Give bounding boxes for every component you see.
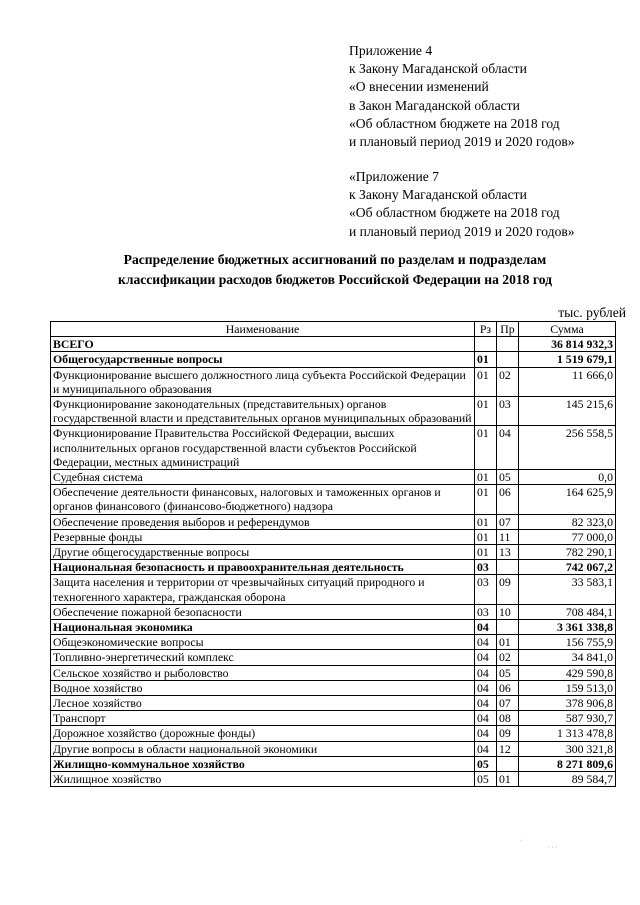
table-row — [51, 545, 616, 560]
cell-rz: 01 — [475, 352, 497, 367]
cell-name: Национальная безопасность и правоохранительная деятельность — [51, 560, 475, 575]
cell-name: Жилищно-коммунальное хозяйство — [51, 756, 475, 771]
cell-name: Резервные фонды — [51, 529, 475, 544]
cell-rz: 03 — [475, 604, 497, 619]
units-label: тыс. рублей — [558, 305, 626, 320]
cell-sum: 256 558,5 — [519, 426, 616, 470]
cell-pr — [497, 337, 519, 352]
cell-rz: 01 — [475, 529, 497, 544]
cell-sum: 1 519 679,1 — [519, 352, 616, 367]
appendix-line: «Об областном бюджете на 2018 год — [349, 115, 560, 131]
cell-rz: 05 — [475, 772, 497, 787]
table-row — [51, 741, 616, 756]
cell-rz: 04 — [475, 711, 497, 726]
cell-rz: 01 — [475, 470, 497, 485]
cell-sum: 34 841,0 — [519, 650, 616, 665]
cell-name: Топливно-энергетический комплекс — [51, 650, 475, 665]
appendix-line: Приложение 4 — [349, 43, 433, 58]
appendix-4-reference — [349, 42, 634, 151]
table-row — [51, 514, 616, 529]
cell-sum: 36 814 932,3 — [519, 337, 616, 352]
cell-rz: 01 — [475, 367, 497, 396]
header-name: Наименование — [51, 322, 475, 337]
budget-table — [50, 321, 616, 787]
cell-pr: 09 — [497, 575, 519, 604]
cell-rz: 04 — [475, 680, 497, 695]
cell-rz: 04 — [475, 741, 497, 756]
cell-name: ВСЕГО — [51, 337, 475, 352]
cell-pr: 05 — [497, 470, 519, 485]
table-section-row — [51, 352, 616, 367]
cell-pr: 04 — [497, 426, 519, 470]
table-section-row — [51, 337, 616, 352]
cell-name: Защита населения и территории от чрезвычайных ситуаций природного и техногенного характера, гражданская оборона — [51, 575, 475, 604]
table-row — [51, 696, 616, 711]
cell-name: Функционирование Правительства Российской Федерации, высших исполнительных органов государственной власти субъектов Российской Федерации, местных администраций — [51, 426, 475, 470]
cell-pr: 05 — [497, 665, 519, 680]
table-section-row — [51, 756, 616, 771]
cell-sum: 33 583,1 — [519, 575, 616, 604]
cell-rz: 01 — [475, 426, 497, 470]
cell-rz: 03 — [475, 575, 497, 604]
cell-name: Другие вопросы в области национальной экономики — [51, 741, 475, 756]
cell-sum: 3 361 338,8 — [519, 620, 616, 635]
header-rz: Рз — [475, 322, 497, 337]
cell-name: Обеспечение проведения выборов и референдумов — [51, 514, 475, 529]
cell-pr: 13 — [497, 545, 519, 560]
cell-name: Жилищное хозяйство — [51, 772, 475, 787]
cell-pr: 11 — [497, 529, 519, 544]
cell-sum: 782 290,1 — [519, 545, 616, 560]
cell-sum: 164 625,9 — [519, 485, 616, 514]
cell-rz: 03 — [475, 560, 497, 575]
table-row — [51, 650, 616, 665]
cell-pr: 06 — [497, 680, 519, 695]
cell-name: Транспорт — [51, 711, 475, 726]
cell-rz: 01 — [475, 514, 497, 529]
cell-sum: 82 323,0 — [519, 514, 616, 529]
appendix-7-reference — [349, 168, 634, 241]
title-line-1: Распределение бюджетных ассигнований по разделам и подразделам — [123, 252, 547, 267]
appendix7-line: и плановый период 2019 и 2020 годов» — [349, 223, 575, 239]
cell-pr: 12 — [497, 741, 519, 756]
scan-speck: · · · — [548, 845, 557, 851]
table-row — [51, 529, 616, 544]
cell-pr — [497, 756, 519, 771]
cell-name: Сельское хозяйство и рыболовство — [51, 665, 475, 680]
cell-pr: 07 — [497, 514, 519, 529]
appendix7-line: к Закону Магаданской области — [349, 187, 527, 203]
appendix-line: «О внесении изменений — [349, 79, 489, 95]
cell-sum: 1 313 478,8 — [519, 726, 616, 741]
cell-sum: 300 321,8 — [519, 741, 616, 756]
cell-rz: 04 — [475, 620, 497, 635]
cell-name: Лесное хозяйство — [51, 696, 475, 711]
cell-name: Другие общегосударственные вопросы — [51, 545, 475, 560]
title-line-2: классификации расходов бюджетов Российской Федерации на 2018 год — [117, 272, 552, 287]
appendix7-line: «Об областном бюджете на 2018 год — [349, 205, 560, 221]
cell-name: Общегосударственные вопросы — [51, 352, 475, 367]
document-title — [40, 250, 630, 290]
table-row — [51, 470, 616, 485]
cell-name: Общеэкономические вопросы — [51, 635, 475, 650]
table-row — [51, 726, 616, 741]
appendix-line: в Закон Магаданской области — [349, 97, 520, 113]
cell-sum: 708 484,1 — [519, 604, 616, 619]
table-row — [51, 772, 616, 787]
table-section-row — [51, 620, 616, 635]
cell-pr: 02 — [497, 650, 519, 665]
table-row — [51, 604, 616, 619]
cell-sum: 8 271 809,6 — [519, 756, 616, 771]
cell-pr — [497, 560, 519, 575]
appendix7-line: «Приложение 7 — [349, 169, 439, 184]
appendix-line: и плановый период 2019 и 2020 годов» — [349, 134, 575, 150]
cell-rz: 04 — [475, 650, 497, 665]
cell-rz: 04 — [475, 696, 497, 711]
cell-sum: 587 930,7 — [519, 711, 616, 726]
table-row — [51, 426, 616, 470]
cell-name: Национальная экономика — [51, 620, 475, 635]
cell-name: Водное хозяйство — [51, 680, 475, 695]
appendix-line: к Закону Магаданской области — [349, 61, 527, 77]
cell-pr: 07 — [497, 696, 519, 711]
table-row — [51, 711, 616, 726]
cell-name: Обеспечение деятельности финансовых, налоговых и таможенных органов и органов финансового (финансово-бюджетного) надзора — [51, 485, 475, 514]
header-pr: Пр — [497, 322, 519, 337]
cell-sum: 145 215,6 — [519, 397, 616, 426]
cell-name: Судебная система — [51, 470, 475, 485]
table-header-row — [51, 322, 616, 337]
cell-name: Дорожное хозяйство (дорожные фонды) — [51, 726, 475, 741]
cell-sum: 742 067,2 — [519, 560, 616, 575]
cell-pr — [497, 352, 519, 367]
cell-rz: 04 — [475, 635, 497, 650]
cell-name: Функционирование высшего должностного лица субъекта Российской Федерации и муниципального образования — [51, 367, 475, 396]
cell-rz: 01 — [475, 485, 497, 514]
cell-sum: 378 906,8 — [519, 696, 616, 711]
table-row — [51, 575, 616, 604]
cell-rz: 04 — [475, 665, 497, 680]
cell-sum: 429 590,8 — [519, 665, 616, 680]
cell-name: Обеспечение пожарной безопасности — [51, 604, 475, 619]
table-row — [51, 635, 616, 650]
cell-pr — [497, 620, 519, 635]
table-row — [51, 485, 616, 514]
cell-sum: 159 513,0 — [519, 680, 616, 695]
header-sum: Сумма — [519, 322, 616, 337]
cell-sum: 0,0 — [519, 470, 616, 485]
cell-sum: 77 000,0 — [519, 529, 616, 544]
cell-rz: 01 — [475, 397, 497, 426]
cell-pr: 09 — [497, 726, 519, 741]
table-body — [51, 337, 616, 787]
cell-pr: 01 — [497, 772, 519, 787]
cell-pr: 10 — [497, 604, 519, 619]
scan-speck: · — [520, 838, 522, 844]
table-row — [51, 665, 616, 680]
table-section-row — [51, 560, 616, 575]
cell-rz: 05 — [475, 756, 497, 771]
table-row — [51, 367, 616, 396]
cell-pr: 01 — [497, 635, 519, 650]
cell-sum: 156 755,9 — [519, 635, 616, 650]
cell-name: Функционирование законодательных (представительных) органов государственной власти и представительных органов муниципальных образований — [51, 397, 475, 426]
table-row — [51, 397, 616, 426]
cell-sum: 11 666,0 — [519, 367, 616, 396]
cell-rz: 01 — [475, 545, 497, 560]
cell-rz: 04 — [475, 726, 497, 741]
cell-pr: 06 — [497, 485, 519, 514]
table-row — [51, 680, 616, 695]
cell-pr: 03 — [497, 397, 519, 426]
cell-pr: 08 — [497, 711, 519, 726]
cell-sum: 89 584,7 — [519, 772, 616, 787]
cell-pr: 02 — [497, 367, 519, 396]
cell-rz — [475, 337, 497, 352]
